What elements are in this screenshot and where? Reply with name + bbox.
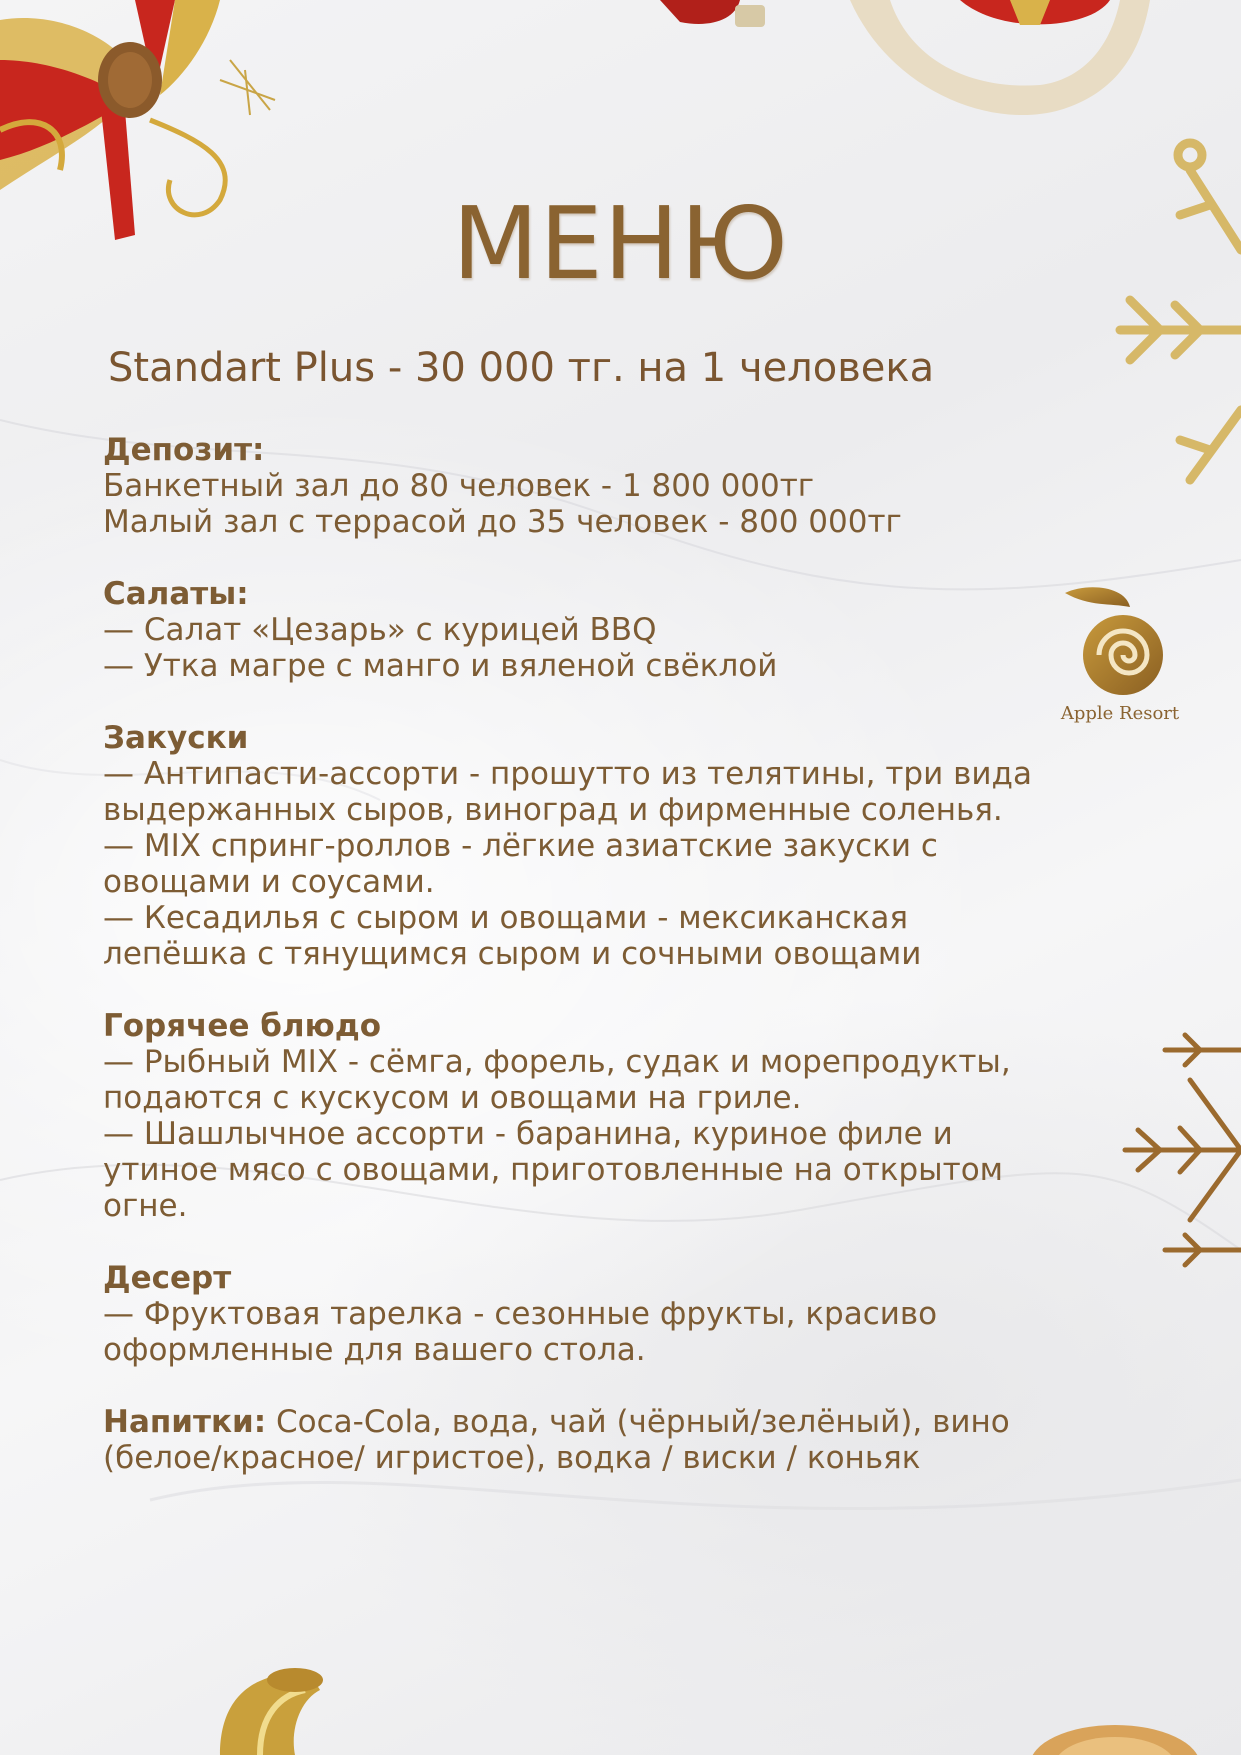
ornament-bottom-decoration [1030, 1720, 1200, 1755]
menu-line: — Кесадилья с сыром и овощами - мексиканская [103, 900, 909, 936]
menu-line: Малый зал с террасой до 35 человек - 800 000тг [103, 504, 902, 540]
menu-subtitle: Standart Plus - 30 000 тг. на 1 человека [108, 345, 935, 391]
section-heading: Салаты: [103, 576, 249, 612]
menu-line: овощами и соусами. [103, 864, 435, 900]
salads-section [103, 576, 1143, 684]
section-heading: Десерт [103, 1260, 232, 1296]
hot-dish-section [103, 1008, 1143, 1224]
logo-text: Apple Resort [1060, 703, 1180, 724]
menu-content [103, 432, 1143, 1512]
menu-line: — Шашлычное ассорти - баранина, куриное филе и [103, 1116, 953, 1152]
menu-line: — Фруктовая тарелка - сезонные фрукты, красиво [103, 1296, 938, 1332]
drinks-line-1 [103, 1404, 1143, 1440]
menu-line: (белое/красное/ игристое), водка / виски / коньяк [103, 1440, 921, 1476]
ribbon-decoration [850, 0, 1170, 130]
menu-line: лепёшка с тянущимся сыром и сочными овощами [103, 936, 922, 972]
ornament-decoration [640, 0, 780, 40]
drinks-list: Coca-Cola, вода, чай (чёрный/зелёный), вино [266, 1404, 1010, 1440]
menu-line: оформленные для вашего стола. [103, 1332, 646, 1368]
bell-decoration [200, 1660, 330, 1755]
menu-line: огне. [103, 1188, 188, 1224]
deposit-section [103, 432, 1143, 540]
appetizers-section [103, 720, 1143, 972]
page-title: МЕНЮ [452, 185, 789, 302]
menu-line: — MIX спринг-роллов - лёгкие азиатские закуски с [103, 828, 938, 864]
section-heading: Напитки: [103, 1404, 267, 1440]
menu-line: выдержанных сыров, виноград и фирменные соленья. [103, 792, 1003, 828]
dessert-section [103, 1260, 1143, 1368]
menu-line: подаются с кускусом и овощами на гриле. [103, 1080, 802, 1116]
menu-line: Банкетный зал до 80 человек - 1 800 000тг [103, 468, 815, 504]
menu-line: — Утка магре с манго и вяленой свёклой [103, 648, 778, 684]
section-heading: Закуски [103, 720, 249, 756]
section-heading: Горячее блюдо [103, 1008, 382, 1044]
section-heading: Депозит: [103, 432, 265, 468]
menu-line: утиное мясо с овощами, приготовленные на открытом [103, 1152, 1004, 1188]
menu-line: — Рыбный MIX - сёмга, форель, судак и морепродукты, [103, 1044, 1011, 1080]
menu-line: — Салат «Цезарь» с курицей BBQ [103, 612, 657, 648]
drinks-section [103, 1404, 1143, 1476]
menu-line: — Антипасти-ассорти - прошутто из телятины, три вида [103, 756, 1032, 792]
